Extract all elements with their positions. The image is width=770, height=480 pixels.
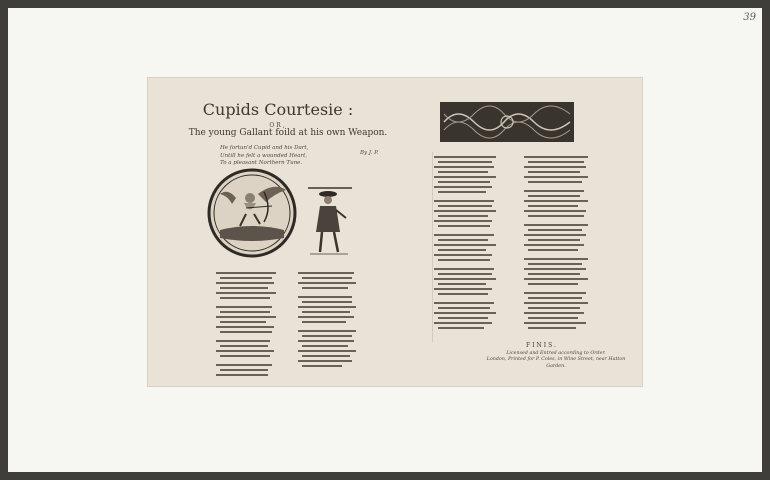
ballad-title: Cupids Courtesie : [202, 100, 354, 119]
verse-lines [524, 154, 598, 340]
verse-column-3 [434, 154, 504, 347]
verse-lines [216, 270, 282, 382]
finis-mark: FINIS. [526, 342, 558, 349]
tune-line: Untill he felt a wounded Heart, [220, 152, 308, 159]
ornament-block-icon [440, 102, 574, 142]
broadside-sheet [148, 78, 642, 386]
author-initials: By J. P. [360, 150, 379, 156]
verse-lines [298, 270, 364, 382]
title-or: OR, [269, 122, 287, 129]
license-line: Licensed and Entred according to Order. [506, 351, 606, 356]
folio-number: 39 [743, 12, 756, 23]
tune-line: To a pleasant Northern Tune. [220, 160, 303, 166]
column-divider [432, 152, 433, 342]
verse-lines [434, 154, 504, 344]
imprint [478, 351, 634, 370]
tune-line: He fortun'd Cupid and his Dart, [220, 145, 309, 151]
ballad-subtitle: The young Gallant foild at his own Weapon. [188, 128, 388, 138]
tune-note [220, 145, 340, 168]
printer-line: London, Printed for P. Coles, in Wine Street, near Hatton Garden. [486, 357, 626, 369]
verse-column-1 [216, 270, 282, 385]
gallant-woodcut [300, 178, 358, 260]
cupid-with-bow-woodcut [206, 168, 298, 258]
verse-column-4 [524, 154, 598, 343]
archive-mount [8, 8, 762, 472]
verse-column-2 [298, 270, 364, 385]
